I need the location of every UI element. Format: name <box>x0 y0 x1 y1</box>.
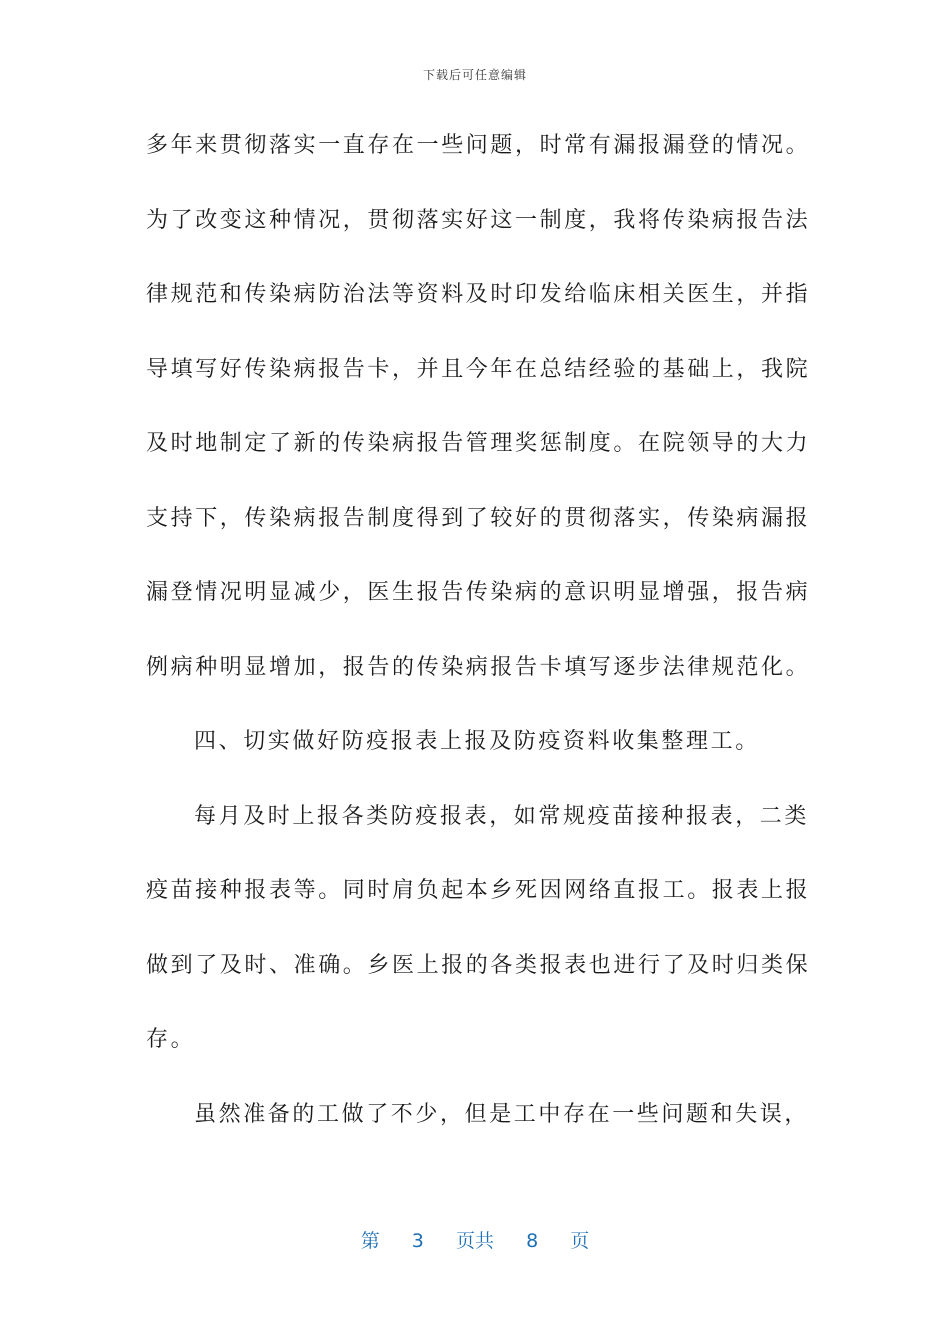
page-total-number: 8 <box>526 1230 539 1252</box>
body-line: 存。 <box>146 1027 196 1052</box>
page-label-suffix: 页 <box>570 1230 590 1252</box>
body-line: 疫苗接种报表等。同时肩负起本乡死因网络直报工。报表上报 <box>146 878 811 903</box>
body-line: 多年来贯彻落实一直存在一些问题，时常有漏报漏登的情况。 <box>146 133 811 158</box>
body-line: 及时地制定了新的传染病报告管理奖惩制度。在院领导的大力 <box>146 431 811 456</box>
document-body <box>146 124 811 1167</box>
body-line: 做到了及时、准确。乡医上报的各类报表也进行了及时归类保 <box>146 952 811 978</box>
body-line: 为了改变这种情况，贯彻落实好这一制度，我将传染病报告法 <box>146 207 811 233</box>
page-label-prefix: 第 <box>360 1230 380 1252</box>
body-line: 每月及时上报各类防疫报表，如常规疫苗接种报表，二类 <box>194 803 810 829</box>
body-line: 例病种明显增加，报告的传染病报告卡填写逐步法律规范化。 <box>146 654 811 680</box>
page-label-middle: 页共 <box>455 1230 494 1252</box>
header-note: 下载后可任意编辑 <box>422 68 527 82</box>
page-footer <box>0 1226 950 1253</box>
body-line: 虽然准备的工做了不少，但是工中存在一些问题和失误， <box>194 1101 810 1127</box>
page-current-number: 3 <box>411 1230 424 1252</box>
body-line: 导填写好传染病报告卡，并且今年在总结经验的基础上，我院 <box>146 356 811 382</box>
body-line: 支持下，传染病报告制度得到了较好的贯彻落实，传染病漏报 <box>146 505 811 531</box>
body-line: 律规范和传染病防治法等资料及时印发给临床相关医生，并指 <box>146 282 811 307</box>
section-heading: 四、切实做好防疫报表上报及防疫资料收集整理工。 <box>194 729 760 754</box>
body-line: 漏登情况明显减少，医生报告传染病的意识明显增强，报告病 <box>146 580 811 605</box>
